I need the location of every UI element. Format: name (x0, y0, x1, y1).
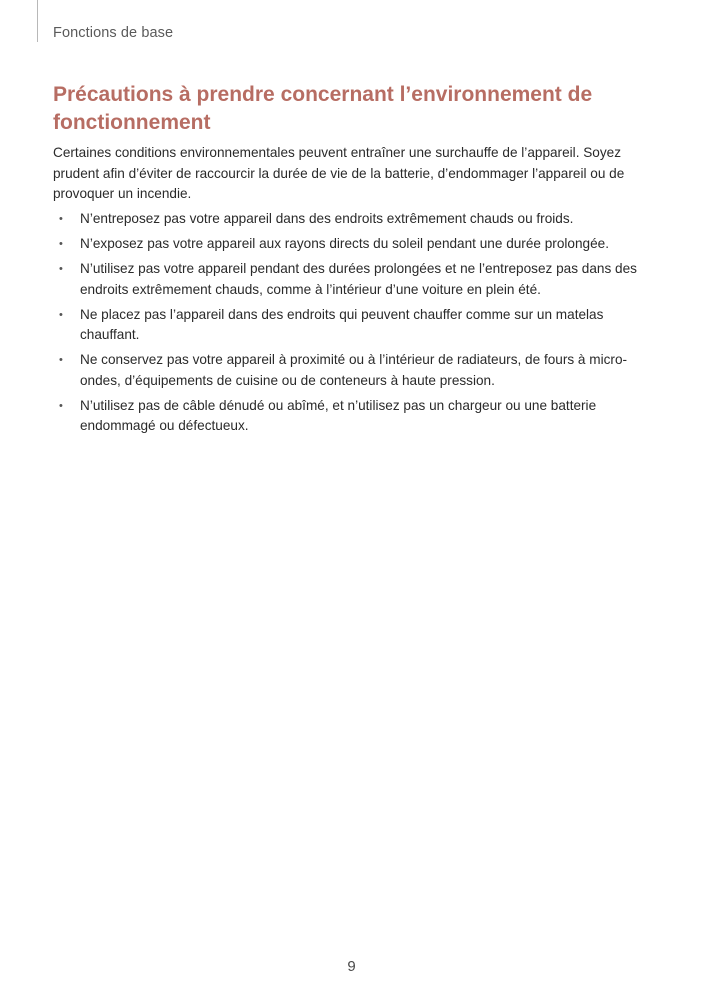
list-item-text: N’utilisez pas votre appareil pendant des durées prolongées et ne l’entreposez pas dans des endroits extrêmement chauds, comme à l’intérieur d’une voiture en plein été. (80, 261, 637, 297)
header-section-label: Fonctions de base (53, 25, 174, 41)
list-item (53, 259, 643, 300)
list-item-text: N’entreposez pas votre appareil dans des endroits extrêmement chauds ou froids. (80, 211, 574, 226)
list-item (53, 396, 643, 437)
list-item-text: Ne placez pas l’appareil dans des endroits qui peuvent chauffer comme sur un matelas chauffant. (80, 306, 604, 342)
bullet-icon: • (59, 263, 63, 275)
bullet-icon: • (59, 354, 63, 366)
list-item-text: N’exposez pas votre appareil aux rayons directs du soleil pendant une durée prolongée. (80, 236, 609, 251)
list-item (53, 305, 643, 346)
bullet-icon: • (59, 238, 63, 250)
list-item (53, 350, 643, 391)
header-divider (37, 0, 38, 42)
page-number: 9 (347, 958, 356, 975)
precautions-list (53, 209, 643, 441)
section-title: Précautions à prendre concernant l’environnement de fonctionnement (53, 83, 593, 134)
list-item (53, 209, 643, 230)
list-item-text: N’utilisez pas de câble dénudé ou abîmé, et n’utilisez pas un chargeur ou une batterie endommagé ou défectueux. (80, 397, 597, 433)
intro-paragraph: Certaines conditions environnementales peuvent entraîner une surchauffe de l’appareil. Soyez prudent afin d’éviter de raccourcir la durée de vie de la batterie, d’endommager l’appareil ou de provoquer un incendie. (53, 145, 625, 201)
bullet-icon: • (59, 308, 63, 321)
list-item-text: Ne conservez pas votre appareil à proximité ou à l’intérieur de radiateurs, de fours à micro-ondes, d’équipements de cuisine ou de conteneurs à haute pression. (80, 352, 628, 388)
list-item (53, 234, 643, 255)
bullet-icon: • (59, 213, 63, 225)
bullet-icon: • (59, 399, 63, 412)
